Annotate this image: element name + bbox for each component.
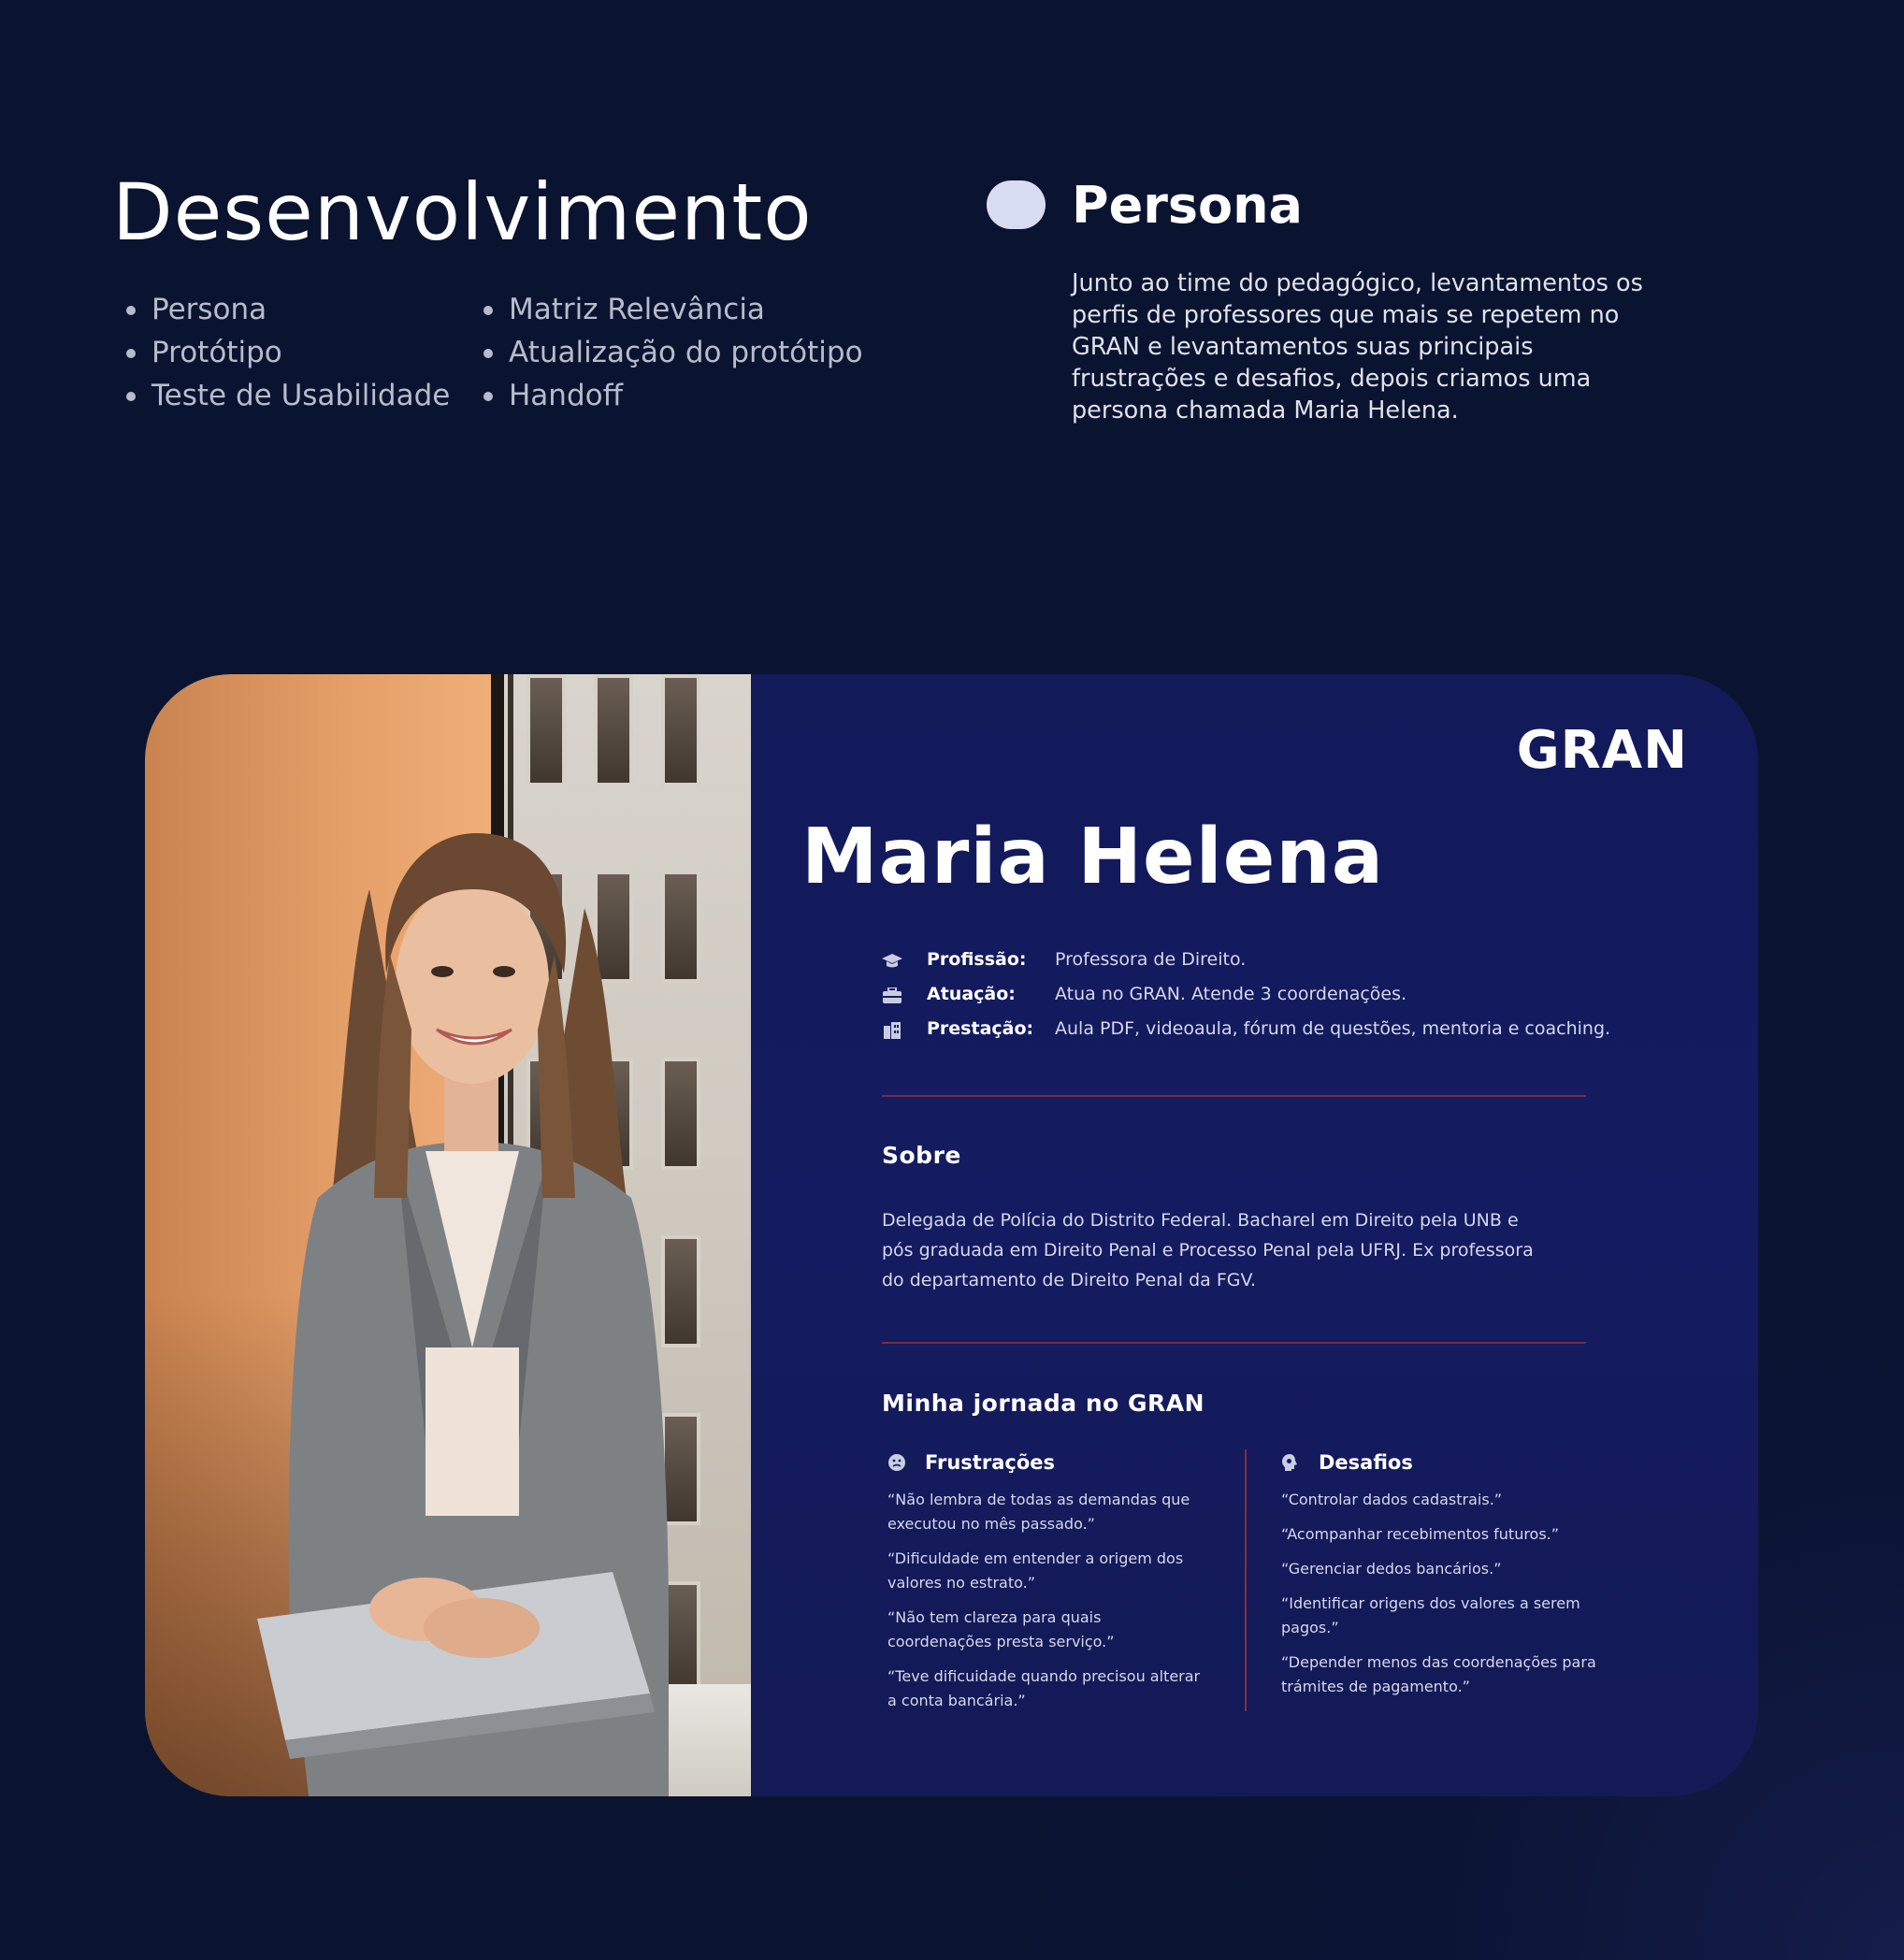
section-pill-icon [987, 180, 1046, 229]
topic-item: Atualização do protótipo [481, 331, 863, 374]
about-title: Sobre [882, 1142, 961, 1169]
persona-name: Maria Helena [801, 813, 1385, 901]
topic-item: Matriz Relevância [481, 288, 863, 331]
list-item: “Não tem clareza para quais coordenações presta serviço.” [887, 1608, 1115, 1650]
frustrations-list [887, 1488, 1205, 1713]
person-illustration [145, 674, 751, 1796]
list-item: “Acompanhar recebimentos futuros.” [1281, 1525, 1560, 1543]
graduation-cap-icon [882, 953, 902, 970]
fact-row-profession [882, 945, 1630, 979]
topic-item: Persona [123, 288, 450, 331]
topic-item: Teste de Usabilidade [123, 374, 450, 417]
challenges-heading [1281, 1447, 1599, 1478]
about-text: Delegada de Polícia do Distrito Federal. Bacharel em Direito pela UNB e pós graduada em Direito Penal e Processo Penal pela UFRJ. Ex professora do departamento de Direito Penal da FGV. [882, 1210, 1534, 1290]
divider [882, 1342, 1586, 1344]
frustrations-title: Frustrações [925, 1451, 1055, 1474]
topic-item: Protótipo [123, 331, 450, 374]
challenges-list [1281, 1488, 1599, 1699]
challenges-column [1281, 1447, 1599, 1709]
head-gears-icon [1281, 1453, 1300, 1472]
topic-item: Handoff [481, 374, 863, 417]
persona-photo [145, 674, 751, 1796]
fact-label: Prestação: [927, 1018, 1034, 1039]
list-item: “Teve dificuidade quando precisou alterar a conta bancária.” [887, 1667, 1201, 1709]
fact-label: Atuação: [927, 984, 1016, 1004]
building-icon [882, 1022, 902, 1039]
fact-value: Atua no GRAN. Atende 3 coordenações. [1055, 984, 1407, 1004]
logo-text: GRAN [1516, 720, 1688, 781]
briefcase-icon [882, 987, 902, 1004]
list-item: “Não lembra de todas as demandas que executou no mês passado.” [887, 1491, 1190, 1533]
list-item: “Identificar origens dos valores a serem pagos.” [1281, 1594, 1580, 1636]
divider [882, 1095, 1586, 1097]
challenges-title: Desafios [1319, 1451, 1413, 1474]
persona-info-panel [751, 674, 1758, 1796]
fact-label: Profissão: [927, 949, 1027, 970]
frustrations-heading [887, 1447, 1205, 1478]
fact-value: Professora de Direito. [1055, 949, 1247, 970]
fact-value: Aula PDF, videoaula, fórum de questões, mentoria e coaching. [1055, 1018, 1611, 1039]
page-title: Desenvolvimento [112, 166, 813, 258]
fact-row-services [882, 1015, 1630, 1048]
persona-card [145, 674, 1758, 1796]
column-divider [1245, 1449, 1247, 1711]
fact-row-role [882, 980, 1630, 1014]
section-title: Persona [1072, 176, 1303, 235]
topics-list-right [481, 288, 863, 417]
gran-logo [1517, 720, 1688, 781]
section-description: Junto ao time do pedagógico, levantamentos os perfis de professores que mais se repetem no GRAN e levantamentos suas principais frustrações e desafios, depois criamos uma persona chamada Maria Helena. [1072, 269, 1643, 425]
journey-title: Minha jornada no GRAN [882, 1390, 1205, 1417]
list-item: “Gerenciar dedos bancários.” [1281, 1560, 1502, 1578]
list-item: “Depender menos das coordenações para trámites de pagamento.” [1281, 1653, 1596, 1695]
frustrations-column [887, 1447, 1205, 1723]
list-item: “Dificuldade em entender a origem dos valores no estrato.” [887, 1549, 1184, 1592]
sad-face-icon [887, 1453, 906, 1472]
topics-list-left [123, 288, 450, 417]
list-item: “Controlar dados cadastrais.” [1281, 1491, 1503, 1508]
